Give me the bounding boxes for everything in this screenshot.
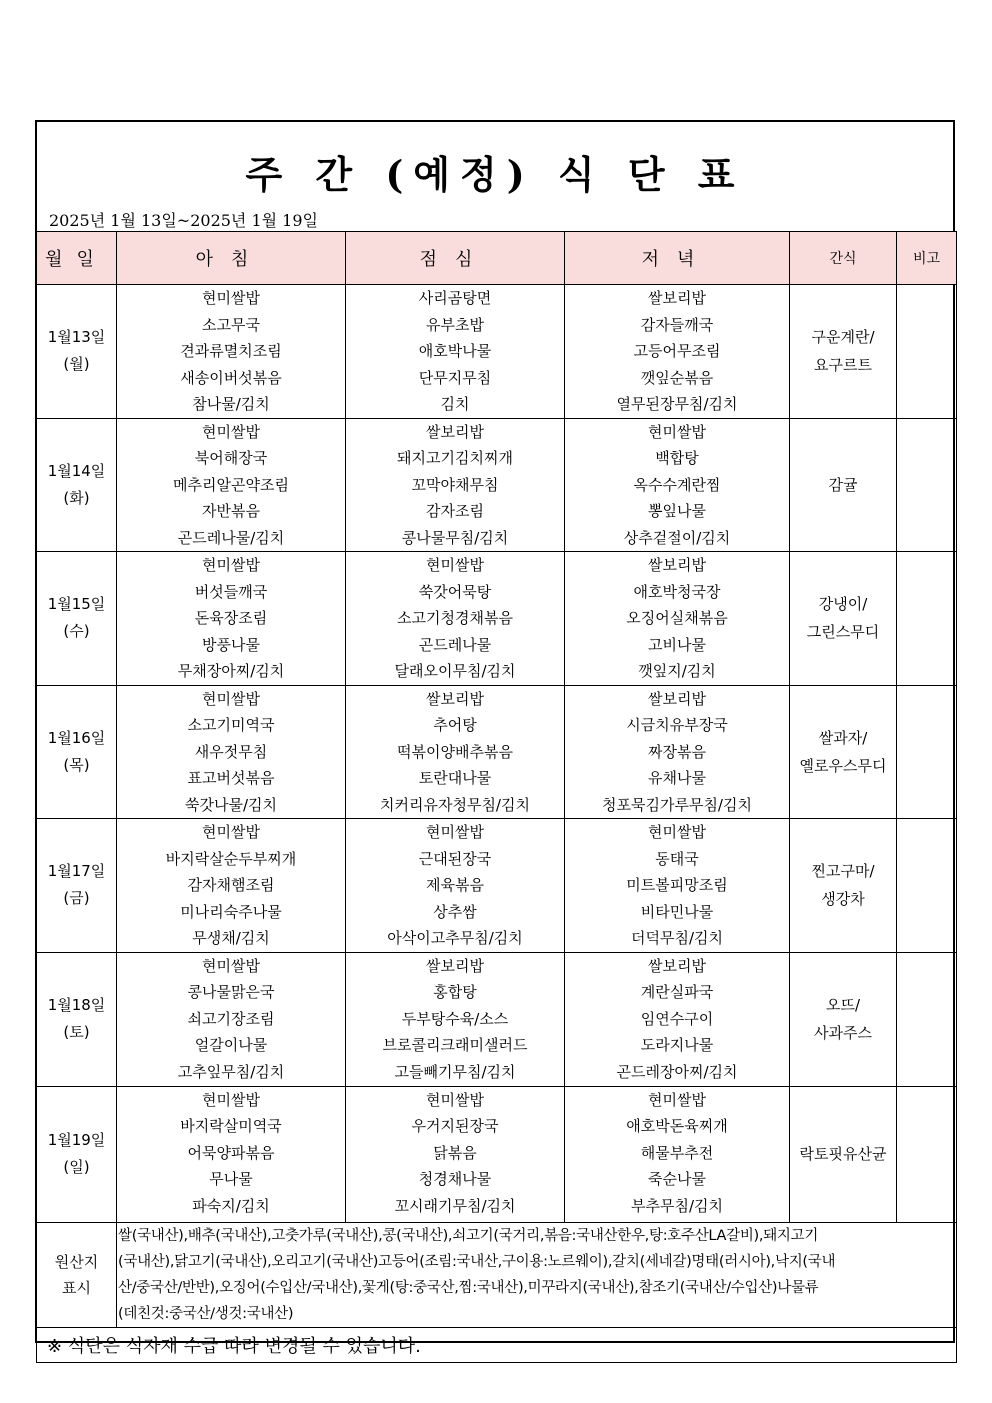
dinner-item: 깻잎순볶음	[640, 368, 714, 387]
menu-sheet	[35, 120, 955, 1357]
lunch-item: 현미쌀밥	[426, 556, 484, 574]
day-date: 1월16일	[47, 728, 106, 747]
snack-cell	[790, 819, 897, 953]
lunch-item: 추어탕	[433, 716, 477, 734]
lunch-item: 콩나물무침/김치	[401, 528, 509, 547]
dinner-item: 쌀보리밥	[648, 556, 706, 574]
breakfast-item: 새송이버섯볶음	[180, 368, 282, 387]
lunch-item: 홍합탕	[433, 983, 477, 1001]
remarks-cell	[897, 685, 957, 819]
header-breakfast: 아침	[117, 232, 346, 285]
day-weekday: (월)	[63, 355, 90, 374]
breakfast-item: 현미쌀밥	[202, 823, 260, 841]
breakfast-item: 미나리숙주나물	[180, 902, 282, 921]
snack-item: 강냉이/	[818, 595, 868, 614]
header-dinner: 저녁	[565, 232, 790, 285]
origin-row	[37, 1222, 957, 1327]
lunch-cell	[346, 1086, 565, 1222]
dinner-cell	[565, 418, 790, 552]
snack-item: 오뜨/	[825, 996, 861, 1014]
lunch-item: 유부초밥	[426, 315, 484, 334]
breakfast-item: 현미쌀밥	[202, 956, 260, 975]
breakfast-item: 바지락살미역국	[180, 1117, 282, 1135]
origin-line: (국내산),닭고기(국내산),오리고기(국내산)고등어(조림:국내산,구이용:노르웨이),갈치(세네갈)명태(러시아),낙지(국내	[118, 1253, 836, 1270]
breakfast-cell	[117, 685, 346, 819]
breakfast-item: 소고기미역국	[187, 716, 275, 734]
breakfast-item: 현미쌀밥	[202, 289, 260, 307]
remarks-cell	[897, 819, 957, 953]
breakfast-cell	[117, 285, 346, 419]
remarks-cell	[897, 952, 957, 1086]
breakfast-item: 자반볶음	[202, 502, 260, 520]
breakfast-item: 파숙지/김치	[192, 1196, 270, 1215]
day-row	[37, 418, 957, 552]
dinner-item: 짜장볶음	[648, 742, 706, 761]
lunch-cell	[346, 418, 565, 552]
day-cell	[37, 418, 117, 552]
dinner-item: 부추무침/김치	[631, 1196, 723, 1215]
dinner-item: 현미쌀밥	[648, 422, 706, 441]
breakfast-item: 소고무국	[202, 315, 260, 334]
snack-item: 락토핏유산균	[799, 1145, 887, 1163]
remarks-cell	[897, 552, 957, 686]
dinner-cell	[565, 552, 790, 686]
breakfast-item: 고추잎무침/김치	[177, 1062, 285, 1081]
lunch-item: 우거지된장국	[411, 1117, 499, 1135]
remarks-cell	[897, 285, 957, 419]
dinner-item: 동태국	[655, 849, 699, 868]
dinner-item: 열무된장무침/김치	[616, 395, 738, 413]
day-date: 1월13일	[47, 328, 106, 347]
snack-item: 옐로우스무디	[799, 756, 887, 775]
dinner-item: 도라지나물	[640, 1036, 714, 1054]
breakfast-item: 무생채/김치	[192, 929, 270, 947]
lunch-item: 쌀보리밥	[426, 422, 484, 441]
day-date: 1월17일	[47, 862, 106, 881]
breakfast-item: 북어해장국	[194, 449, 268, 467]
day-weekday: (토)	[63, 1023, 90, 1041]
breakfast-item: 무채장아찌/김치	[177, 662, 285, 680]
day-weekday: (금)	[63, 889, 90, 908]
lunch-item: 김치	[440, 395, 470, 413]
dinner-item: 곤드레장아찌/김치	[616, 1062, 738, 1081]
dinner-cell	[565, 1086, 790, 1222]
lunch-cell	[346, 819, 565, 953]
breakfast-item: 얼갈이나물	[194, 1036, 268, 1054]
day-weekday: (화)	[63, 488, 90, 507]
lunch-item: 쑥갓어묵탕	[418, 582, 492, 601]
lunch-item: 청경채나물	[418, 1170, 492, 1188]
lunch-item: 돼지고기김치찌개	[397, 449, 513, 467]
header-day: 월일	[37, 232, 117, 285]
lunch-item: 현미쌀밥	[426, 1090, 484, 1109]
dinner-item: 쌀보리밥	[648, 689, 706, 708]
breakfast-item: 버섯들깨국	[194, 582, 268, 601]
breakfast-item: 돈육장조림	[194, 609, 268, 627]
breakfast-cell	[117, 952, 346, 1086]
lunch-item: 꼬막야채무침	[411, 475, 499, 494]
dinner-item: 쌀보리밥	[648, 289, 706, 307]
snack-cell	[790, 952, 897, 1086]
breakfast-item: 견과류멸치조림	[180, 342, 282, 360]
breakfast-cell	[117, 819, 346, 953]
lunch-item: 닭볶음	[433, 1143, 477, 1162]
lunch-item: 브로콜리크래미샐러드	[382, 1036, 528, 1054]
lunch-item: 쌀보리밥	[426, 689, 484, 708]
origin-line: (데친것:중국산/생것:국내산)	[118, 1305, 294, 1322]
dinner-item: 애호박돈육찌개	[626, 1117, 728, 1135]
day-cell	[37, 952, 117, 1086]
dinner-item: 임연수구이	[640, 1009, 714, 1028]
snack-cell	[790, 552, 897, 686]
day-date: 1월18일	[47, 996, 106, 1014]
dinner-item: 감자들깨국	[640, 315, 714, 334]
origin-line: 쌀(국내산),배추(국내산),고춧가루(국내산),콩(국내산),쇠고기(국거리,볶음:국내산한우,탕:호주산LA갈비),돼지고기	[118, 1227, 819, 1244]
lunch-item: 달래오이무침/김치	[394, 662, 516, 680]
dinner-item: 고비나물	[648, 635, 706, 654]
breakfast-item: 현미쌀밥	[202, 689, 260, 708]
lunch-item: 단무지무침	[418, 368, 492, 387]
dinner-item: 더덕무침/김치	[631, 929, 723, 947]
header-snack: 간식	[790, 232, 897, 285]
dinner-item: 현미쌀밥	[648, 823, 706, 841]
day-row	[37, 552, 957, 686]
dinner-cell	[565, 285, 790, 419]
day-row	[37, 952, 957, 1086]
dinner-item: 해물부추전	[640, 1143, 714, 1162]
lunch-item: 근대된장국	[418, 849, 492, 868]
day-row	[37, 685, 957, 819]
header-row	[37, 232, 957, 285]
dinner-item: 고등어무조림	[633, 342, 721, 360]
lunch-item: 떡볶이양배추볶음	[397, 742, 513, 761]
header-lunch: 점심	[346, 232, 565, 285]
snack-cell	[790, 285, 897, 419]
dinner-cell	[565, 819, 790, 953]
breakfast-item: 감자채햄조림	[187, 876, 275, 894]
lunch-item: 고들빼기무침/김치	[394, 1062, 516, 1081]
dinner-cell	[565, 685, 790, 819]
lunch-item: 감자조림	[426, 502, 484, 520]
lunch-item: 쌀보리밥	[426, 956, 484, 975]
lunch-cell	[346, 952, 565, 1086]
snack-item: 구운계란/	[811, 328, 875, 347]
origin-label-line: 원산지	[54, 1252, 99, 1271]
lunch-item: 아삭이고추무침/김치	[387, 929, 523, 947]
page-title: 주 간 (예정) 식 단 표	[245, 152, 745, 197]
breakfast-item: 어묵양파볶음	[187, 1143, 275, 1162]
day-row	[37, 1086, 957, 1222]
breakfast-item: 곤드레나물/김치	[177, 528, 285, 547]
dinner-item: 백합탕	[655, 449, 699, 467]
breakfast-item: 참나물/김치	[192, 395, 270, 413]
lunch-item: 치커리유자청무침/김치	[380, 795, 530, 814]
snack-item: 쌀과자/	[818, 728, 868, 747]
breakfast-item: 바지락살순두부찌개	[165, 849, 297, 868]
day-cell	[37, 552, 117, 686]
day-cell	[37, 819, 117, 953]
breakfast-item: 방풍나물	[202, 635, 260, 654]
lunch-item: 꼬시래기무침/김치	[394, 1196, 516, 1215]
lunch-item: 소고기청경채볶음	[397, 609, 513, 627]
day-date: 1월19일	[47, 1131, 106, 1149]
lunch-item: 상추쌈	[433, 902, 477, 921]
remarks-cell	[897, 418, 957, 552]
breakfast-cell	[117, 1086, 346, 1222]
lunch-cell	[346, 685, 565, 819]
breakfast-cell	[117, 418, 346, 552]
snack-item: 사과주스	[814, 1024, 872, 1042]
dinner-item: 시금치유부장국	[626, 716, 728, 734]
note-row	[37, 1327, 957, 1362]
dinner-item: 유채나물	[648, 769, 706, 787]
lunch-cell	[346, 285, 565, 419]
lunch-item: 제육볶음	[426, 876, 484, 894]
snack-item: 그린스무디	[806, 623, 880, 642]
dinner-item: 죽순나물	[648, 1170, 706, 1188]
origin-label-line: 표시	[62, 1278, 91, 1297]
breakfast-item: 표고버섯볶음	[187, 769, 275, 787]
origin-line: 산/중국산/반반),오징어(수입산/국내산),꽃게(탕:중국산,찜:국내산),미꾸라지(국내산),참조기(국내산/수입산)나물류	[118, 1279, 819, 1296]
remarks-cell	[897, 1086, 957, 1222]
dinner-cell	[565, 952, 790, 1086]
day-date: 1월15일	[47, 595, 106, 614]
header-remarks: 비고	[897, 232, 957, 285]
lunch-cell	[346, 552, 565, 686]
dinner-item: 비타민나물	[640, 902, 714, 921]
snack-cell	[790, 685, 897, 819]
breakfast-item: 쑥갓나물/김치	[185, 795, 277, 814]
dinner-item: 상추겉절이/김치	[623, 528, 731, 547]
breakfast-item: 콩나물맑은국	[187, 983, 275, 1001]
dinner-item: 계란실파국	[640, 983, 714, 1001]
lunch-item: 사리곰탕면	[418, 289, 492, 307]
dinner-item: 오징어실채볶음	[626, 609, 728, 627]
notice-text: ※ 식단은 식자재 수급 따라 변경될 수 있습니다.	[37, 1327, 957, 1362]
day-weekday: (목)	[63, 755, 90, 774]
dinner-item: 쌀보리밥	[648, 956, 706, 975]
snack-item: 찐고구마/	[811, 862, 875, 881]
breakfast-item: 쇠고기장조림	[187, 1009, 275, 1028]
snack-item: 요구르트	[814, 356, 872, 375]
lunch-item: 곤드레나물	[418, 635, 492, 654]
snack-cell	[790, 418, 897, 552]
breakfast-item: 현미쌀밥	[202, 556, 260, 574]
dinner-item: 뽕잎나물	[648, 502, 706, 520]
snack-item: 생강차	[821, 890, 865, 909]
snack-cell	[790, 1086, 897, 1222]
snack-item: 감귤	[828, 475, 858, 494]
dinner-item: 현미쌀밥	[648, 1090, 706, 1109]
weekly-menu-table	[36, 231, 957, 1363]
dinner-item: 옥수수계란찜	[633, 475, 721, 494]
day-cell	[37, 1086, 117, 1222]
dinner-item: 깻잎지/김치	[638, 662, 716, 680]
breakfast-item: 무나물	[209, 1170, 253, 1188]
day-date: 1월14일	[47, 461, 106, 480]
day-row	[37, 285, 957, 419]
lunch-item: 애호박나물	[418, 342, 492, 360]
breakfast-item: 메추리알곤약조림	[173, 475, 289, 494]
breakfast-item: 현미쌀밥	[202, 422, 260, 441]
lunch-item: 두부탕수육/소스	[401, 1009, 509, 1028]
lunch-item: 토란대나물	[418, 769, 492, 787]
breakfast-item: 새우젓무침	[194, 742, 268, 761]
day-cell	[37, 685, 117, 819]
dinner-item: 미트볼피망조림	[626, 876, 728, 894]
origin-text	[117, 1222, 957, 1327]
day-row	[37, 819, 957, 953]
day-weekday: (수)	[63, 622, 90, 641]
dinner-item: 청포묵김가루무침/김치	[602, 795, 752, 814]
breakfast-cell	[117, 552, 346, 686]
breakfast-item: 현미쌀밥	[202, 1090, 260, 1109]
lunch-item: 현미쌀밥	[426, 823, 484, 841]
dinner-item: 애호박청국장	[633, 582, 721, 601]
day-cell	[37, 285, 117, 419]
origin-label	[37, 1222, 117, 1327]
day-weekday: (일)	[63, 1158, 90, 1176]
date-range: 2025년 1월 13일~2025년 1월 19일	[49, 211, 319, 230]
